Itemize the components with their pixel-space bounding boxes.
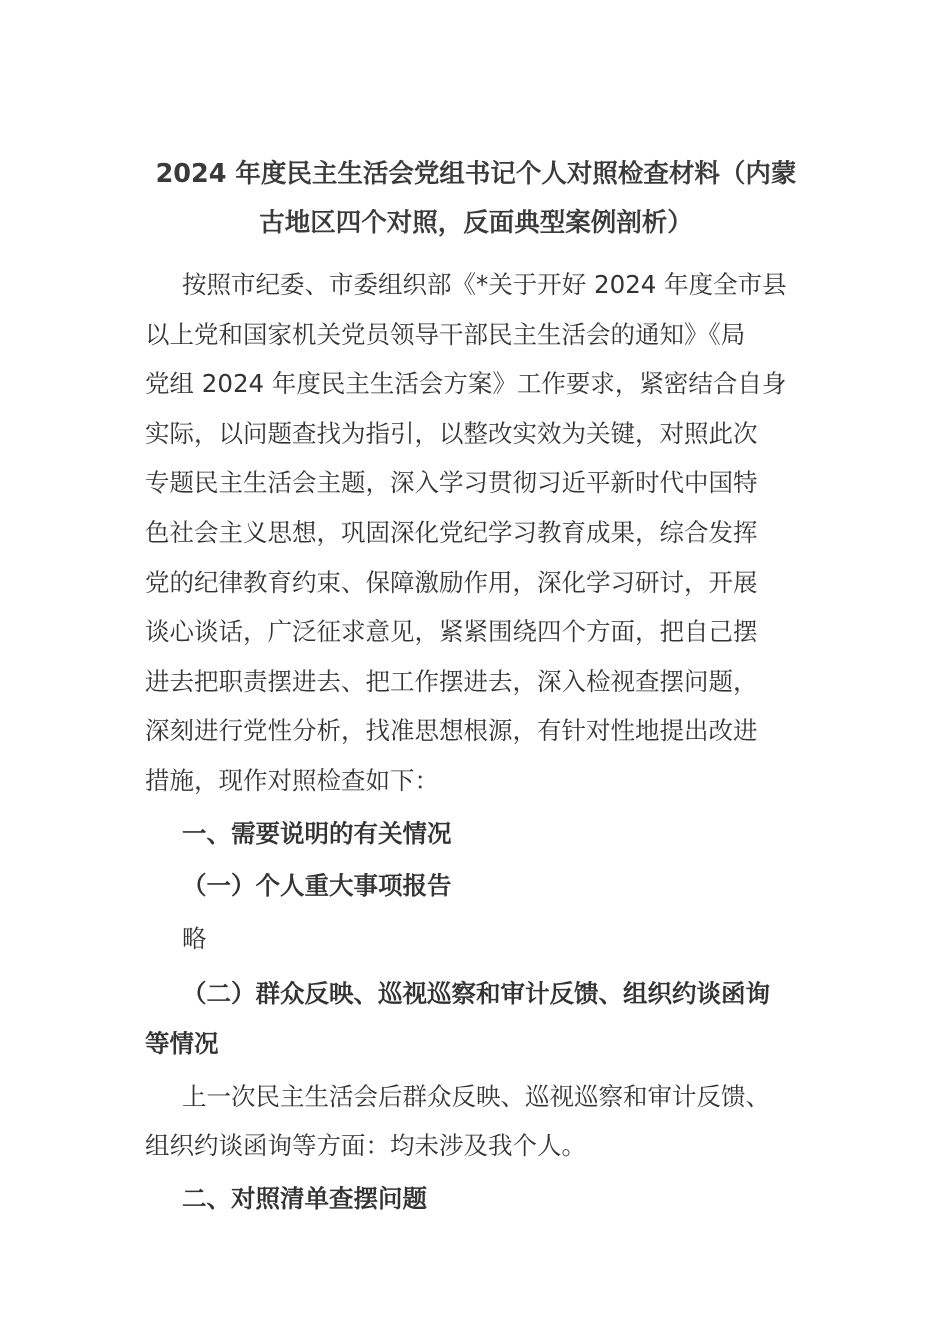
intro-line: 党的纪律教育约束、保障激励作用，深化学习研讨，开展 bbox=[145, 567, 758, 597]
section-2-heading: 二、对照清单查摆问题 bbox=[182, 1183, 427, 1213]
title-line-2: 古地区四个对照，反面典型案例剖析） bbox=[259, 208, 693, 238]
intro-line: 实际，以问题查找为指引，以整改实效为关键，对照此次 bbox=[145, 418, 758, 448]
intro-line: 措施，现作对照检查如下： bbox=[145, 765, 439, 795]
subsection-1-heading: （一）个人重大事项报告 bbox=[182, 871, 452, 901]
intro-line: 色社会主义思想，巩固深化党纪学习教育成果，综合发挥 bbox=[145, 517, 758, 547]
subsection-2-heading-line-1: （二）群众反映、巡视巡察和审计反馈、组织约谈函询 bbox=[182, 979, 770, 1009]
intro-line: 谈心谈话，广泛征求意见，紧紧围绕四个方面，把自己摆 bbox=[145, 617, 758, 647]
document-title bbox=[131, 150, 821, 248]
intro-line: 以上党和国家机关党员领导干部民主生活会的通知》《局 bbox=[145, 319, 746, 349]
subsection-2-heading bbox=[145, 969, 807, 1068]
subsection-2-body-line-2: 组织约谈函询等方面：均未涉及我个人。 bbox=[145, 1131, 586, 1161]
title-line-1: 2024 年度民主生活会党组书记个人对照检查材料（内蒙 bbox=[155, 159, 797, 189]
subsection-2-body bbox=[145, 1072, 807, 1171]
subsection-2-heading-line-2: 等情况 bbox=[145, 1028, 219, 1058]
intro-line: 进去把职责摆进去、把工作摆进去，深入检视查摆问题， bbox=[145, 666, 758, 696]
intro-line: 专题民主生活会主题，深入学习贯彻习近平新时代中国特 bbox=[145, 468, 758, 498]
subsection-2-body-line-1: 上一次民主生活会后群众反映、巡视巡察和审计反馈、 bbox=[182, 1081, 770, 1111]
subsection-1-body: 略 bbox=[182, 923, 207, 953]
intro-paragraph bbox=[145, 260, 807, 806]
section-1-heading: 一、需要说明的有关情况 bbox=[182, 818, 452, 848]
intro-line: 党组 2024 年度民主生活会方案》工作要求，紧密结合自身 bbox=[145, 369, 787, 399]
intro-line: 按照市纪委、市委组织部《*关于开好 2024 年度全市县 bbox=[182, 270, 787, 299]
intro-line: 深刻进行党性分析，找准思想根源，有针对性地提出改进 bbox=[145, 716, 758, 746]
document-page bbox=[145, 150, 807, 1223]
